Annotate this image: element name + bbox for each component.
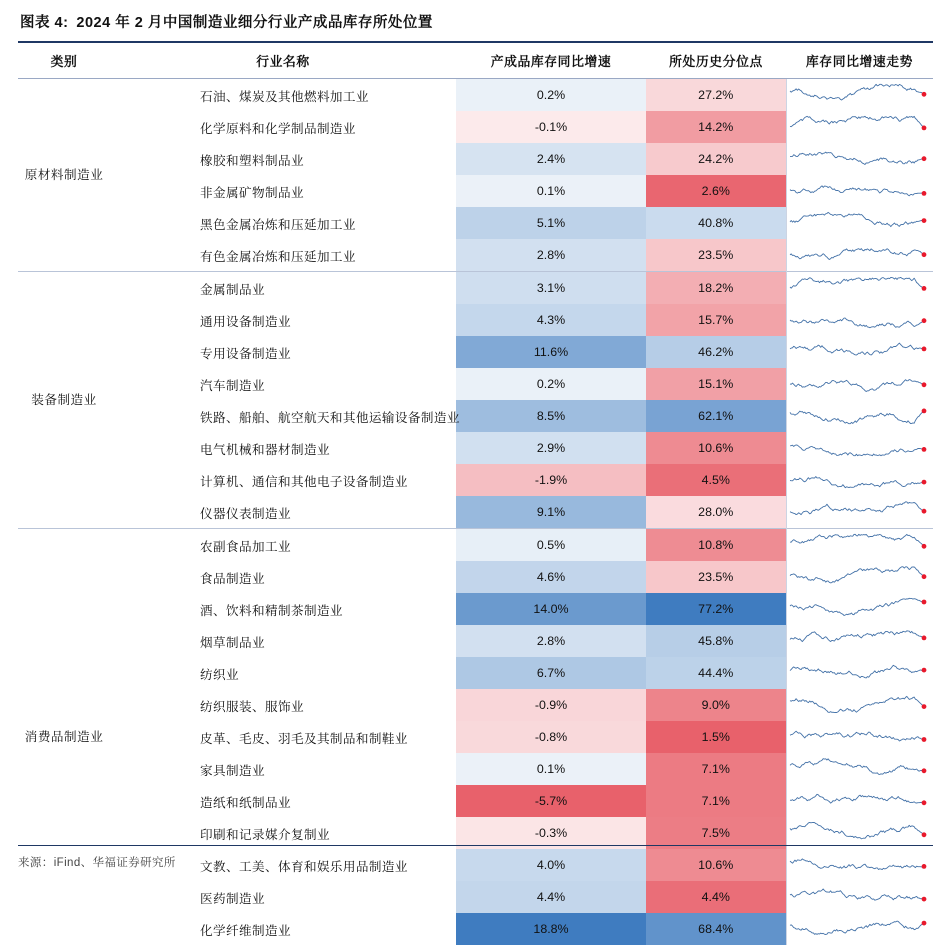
percentile-cell: 62.1%: [646, 400, 786, 432]
industry-name-cell: 文教、工美、体育和娱乐用品制造业: [110, 849, 456, 881]
percentile-cell: 23.5%: [646, 239, 786, 272]
trend-sparkline-cell: [786, 464, 933, 496]
table-body: [18, 79, 933, 945]
table-row: [18, 111, 933, 143]
percentile-cell: 46.2%: [646, 336, 786, 368]
sparkline-chart: [787, 818, 934, 848]
table-row: [18, 753, 933, 785]
industry-name-cell: 石油、煤炭及其他燃料加工业: [110, 79, 456, 112]
table-row: [18, 239, 933, 272]
figure-title: 2024 年 2 月中国制造业细分行业产成品库存所处位置: [76, 11, 432, 32]
inventory-table: [18, 43, 933, 945]
industry-name-cell: 烟草制品业: [110, 625, 456, 657]
industry-name-cell: 纺织服装、服饰业: [110, 689, 456, 721]
trend-sparkline-cell: [786, 304, 933, 336]
industry-name-cell: 铁路、船舶、航空航天和其他运输设备制造业: [110, 400, 456, 432]
sparkline-chart: [787, 914, 934, 944]
yoy-cell: -5.7%: [456, 785, 646, 817]
table-row: [18, 336, 933, 368]
percentile-cell: 10.6%: [646, 432, 786, 464]
industry-name-cell: 计算机、通信和其他电子设备制造业: [110, 464, 456, 496]
yoy-cell: 2.8%: [456, 625, 646, 657]
sparkline-chart: [787, 530, 934, 560]
sparkline-chart: [787, 176, 934, 206]
table-row: [18, 721, 933, 753]
percentile-cell: 15.1%: [646, 368, 786, 400]
percentile-cell: 7.1%: [646, 785, 786, 817]
industry-name-cell: 化学原料和化学制品制造业: [110, 111, 456, 143]
percentile-cell: 4.4%: [646, 881, 786, 913]
table-row: [18, 464, 933, 496]
percentile-cell: 7.1%: [646, 753, 786, 785]
yoy-cell: 4.0%: [456, 849, 646, 881]
yoy-cell: 0.1%: [456, 175, 646, 207]
yoy-cell: 18.8%: [456, 913, 646, 945]
yoy-cell: 14.0%: [456, 593, 646, 625]
sparkline-chart: [787, 112, 934, 142]
sparkline-chart: [787, 337, 934, 367]
industry-name-cell: 有色金属冶炼和压延加工业: [110, 239, 456, 272]
table-row: [18, 785, 933, 817]
trend-sparkline-cell: [786, 657, 933, 689]
trend-sparkline-cell: [786, 368, 933, 400]
percentile-cell: 14.2%: [646, 111, 786, 143]
trend-sparkline-cell: [786, 143, 933, 175]
percentile-cell: 77.2%: [646, 593, 786, 625]
percentile-cell: 15.7%: [646, 304, 786, 336]
figure-title-bar: [18, 0, 933, 43]
table-header: [18, 43, 933, 79]
table-row: [18, 913, 933, 945]
sparkline-chart: [787, 369, 934, 399]
industry-name-cell: 汽车制造业: [110, 368, 456, 400]
category-cell: 原材料制造业: [18, 79, 110, 272]
trend-sparkline-cell: [786, 111, 933, 143]
yoy-cell: 0.2%: [456, 368, 646, 400]
col-header-category: 类别: [18, 43, 110, 79]
sparkline-chart: [787, 786, 934, 816]
industry-name-cell: 医药制造业: [110, 881, 456, 913]
percentile-cell: 18.2%: [646, 272, 786, 305]
sparkline-chart: [787, 594, 934, 624]
yoy-cell: -0.3%: [456, 817, 646, 849]
percentile-cell: 40.8%: [646, 207, 786, 239]
sparkline-chart: [787, 658, 934, 688]
trend-sparkline-cell: [786, 272, 933, 305]
sparkline-chart: [787, 144, 934, 174]
yoy-cell: 0.1%: [456, 753, 646, 785]
table-row: [18, 207, 933, 239]
table-row: [18, 529, 933, 562]
industry-name-cell: 通用设备制造业: [110, 304, 456, 336]
percentile-cell: 4.5%: [646, 464, 786, 496]
yoy-cell: 0.2%: [456, 79, 646, 112]
yoy-cell: 9.1%: [456, 496, 646, 529]
yoy-cell: 4.3%: [456, 304, 646, 336]
table-row: [18, 400, 933, 432]
trend-sparkline-cell: [786, 79, 933, 112]
sparkline-chart: [787, 722, 934, 752]
industry-name-cell: 食品制造业: [110, 561, 456, 593]
percentile-cell: 44.4%: [646, 657, 786, 689]
yoy-cell: 8.5%: [456, 400, 646, 432]
industry-name-cell: 专用设备制造业: [110, 336, 456, 368]
industry-name-cell: 电气机械和器材制造业: [110, 432, 456, 464]
table-row: [18, 368, 933, 400]
industry-name-cell: 化学纤维制造业: [110, 913, 456, 945]
trend-sparkline-cell: [786, 336, 933, 368]
table-row: [18, 561, 933, 593]
col-header-trend: 库存同比增速走势: [786, 43, 933, 79]
industry-name-cell: 仪器仪表制造业: [110, 496, 456, 529]
sparkline-chart: [787, 433, 934, 463]
trend-sparkline-cell: [786, 496, 933, 529]
trend-sparkline-cell: [786, 785, 933, 817]
table-row: [18, 304, 933, 336]
sparkline-chart: [787, 240, 934, 270]
trend-sparkline-cell: [786, 689, 933, 721]
table-row: [18, 625, 933, 657]
sparkline-chart: [787, 465, 934, 495]
yoy-cell: 6.7%: [456, 657, 646, 689]
trend-sparkline-cell: [786, 625, 933, 657]
yoy-cell: 2.8%: [456, 239, 646, 272]
sparkline-chart: [787, 754, 934, 784]
percentile-cell: 28.0%: [646, 496, 786, 529]
industry-name-cell: 橡胶和塑料制品业: [110, 143, 456, 175]
yoy-cell: 4.4%: [456, 881, 646, 913]
table-row: [18, 432, 933, 464]
table-row: [18, 496, 933, 529]
industry-name-cell: 纺织业: [110, 657, 456, 689]
category-cell: 消费品制造业: [18, 529, 110, 945]
yoy-cell: 11.6%: [456, 336, 646, 368]
percentile-cell: 68.4%: [646, 913, 786, 945]
yoy-cell: 4.6%: [456, 561, 646, 593]
industry-name-cell: 家具制造业: [110, 753, 456, 785]
sparkline-chart: [787, 80, 934, 110]
industry-name-cell: 农副食品加工业: [110, 529, 456, 562]
trend-sparkline-cell: [786, 175, 933, 207]
table-row: [18, 272, 933, 305]
table-row: [18, 657, 933, 689]
category-cell: 装备制造业: [18, 272, 110, 529]
table-row: [18, 881, 933, 913]
trend-sparkline-cell: [786, 881, 933, 913]
industry-name-cell: 非金属矿物制品业: [110, 175, 456, 207]
yoy-cell: 3.1%: [456, 272, 646, 305]
col-header-percentile: 所处历史分位点: [646, 43, 786, 79]
percentile-cell: 10.8%: [646, 529, 786, 562]
trend-sparkline-cell: [786, 400, 933, 432]
percentile-cell: 2.6%: [646, 175, 786, 207]
yoy-cell: 5.1%: [456, 207, 646, 239]
yoy-cell: -0.9%: [456, 689, 646, 721]
trend-sparkline-cell: [786, 753, 933, 785]
yoy-cell: 0.5%: [456, 529, 646, 562]
sparkline-chart: [787, 882, 934, 912]
trend-sparkline-cell: [786, 593, 933, 625]
trend-sparkline-cell: [786, 432, 933, 464]
percentile-cell: 10.6%: [646, 849, 786, 881]
yoy-cell: -0.1%: [456, 111, 646, 143]
trend-sparkline-cell: [786, 239, 933, 272]
yoy-cell: -0.8%: [456, 721, 646, 753]
source-note: 来源：iFind、华福证券研究所: [18, 845, 933, 880]
percentile-cell: 7.5%: [646, 817, 786, 849]
yoy-cell: 2.4%: [456, 143, 646, 175]
industry-name-cell: 印刷和记录媒介复制业: [110, 817, 456, 849]
sparkline-chart: [787, 562, 934, 592]
sparkline-chart: [787, 208, 934, 238]
percentile-cell: 27.2%: [646, 79, 786, 112]
trend-sparkline-cell: [786, 207, 933, 239]
sparkline-chart: [787, 401, 934, 431]
percentile-cell: 1.5%: [646, 721, 786, 753]
industry-name-cell: 金属制品业: [110, 272, 456, 305]
table-row: [18, 143, 933, 175]
trend-sparkline-cell: [786, 721, 933, 753]
yoy-cell: -1.9%: [456, 464, 646, 496]
industry-name-cell: 皮革、毛皮、羽毛及其制品和制鞋业: [110, 721, 456, 753]
percentile-cell: 45.8%: [646, 625, 786, 657]
industry-name-cell: 黑色金属冶炼和压延加工业: [110, 207, 456, 239]
sparkline-chart: [787, 273, 934, 303]
percentile-cell: 23.5%: [646, 561, 786, 593]
col-header-industry: 行业名称: [110, 43, 456, 79]
table-row: [18, 79, 933, 112]
percentile-cell: 24.2%: [646, 143, 786, 175]
sparkline-chart: [787, 690, 934, 720]
trend-sparkline-cell: [786, 529, 933, 562]
col-header-yoy: 产成品库存同比增速: [456, 43, 646, 79]
figure-number: 图表 4:: [20, 11, 68, 32]
industry-name-cell: 酒、饮料和精制茶制造业: [110, 593, 456, 625]
table-row: [18, 175, 933, 207]
table-row: [18, 689, 933, 721]
percentile-cell: 9.0%: [646, 689, 786, 721]
sparkline-chart: [787, 497, 934, 527]
sparkline-chart: [787, 305, 934, 335]
sparkline-chart: [787, 626, 934, 656]
trend-sparkline-cell: [786, 561, 933, 593]
yoy-cell: 2.9%: [456, 432, 646, 464]
industry-name-cell: 造纸和纸制品业: [110, 785, 456, 817]
trend-sparkline-cell: [786, 913, 933, 945]
table-row: [18, 593, 933, 625]
